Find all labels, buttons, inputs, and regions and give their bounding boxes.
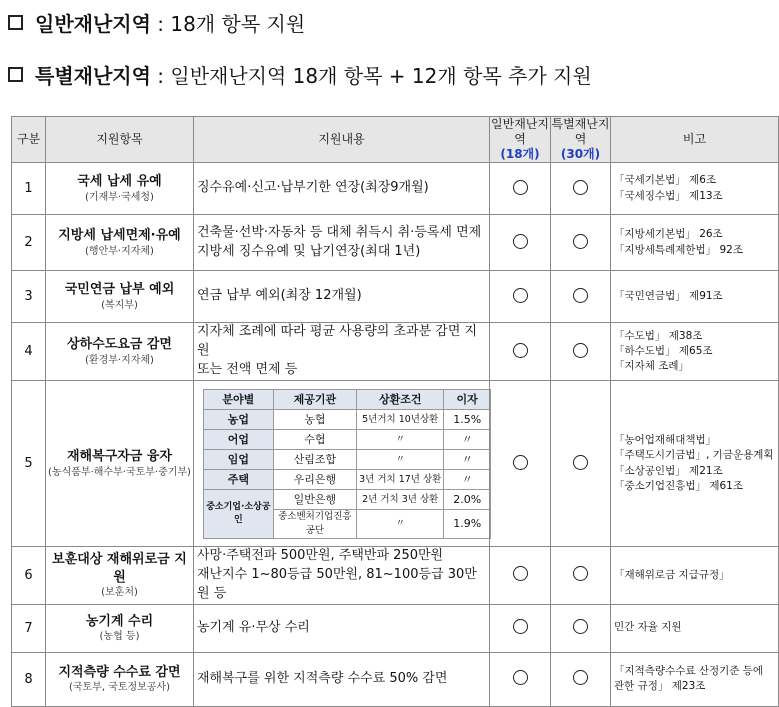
legal-note-line: 「지방세기본법」 26조: [614, 228, 723, 241]
special-area-support: [551, 215, 611, 271]
row-number: 6: [12, 547, 46, 605]
legal-note-line: 「국세징수법」 제13조: [614, 189, 723, 202]
support-content: [194, 163, 490, 215]
legal-note: [611, 271, 779, 323]
special-area-support: [551, 547, 611, 605]
loan-org: 수협: [273, 430, 356, 450]
table-row: [12, 215, 779, 271]
heading-special-area: [8, 60, 592, 89]
heading-description: : 일반재난지역 18개 항목 + 12개 항목 추가 지원: [150, 64, 592, 88]
loan-row: [204, 470, 491, 490]
general-area-support: [490, 323, 551, 381]
support-item: [46, 652, 194, 706]
loan-org: 우리은행: [273, 470, 356, 490]
legal-note-line: 「하수도법」 제65조: [614, 344, 713, 357]
header-no: 구분: [12, 117, 46, 163]
header-special-label: 특별재난지역: [551, 117, 610, 146]
circle-icon: [573, 288, 588, 303]
header-special-count: (30개): [560, 147, 601, 161]
legal-note-line: 관한 규정」 제23조: [614, 680, 706, 693]
legal-note: [611, 215, 779, 271]
circle-icon: [513, 288, 528, 303]
support-content-line: 사망·주택전파 500만원, 주택반파 250만원: [197, 548, 444, 563]
row-number: 3: [12, 271, 46, 323]
loan-header-cell: 이자: [444, 390, 491, 410]
loan-field: 임업: [204, 450, 274, 470]
table-row: [12, 271, 779, 323]
support-content: [194, 215, 490, 271]
legal-note: [611, 547, 779, 605]
circle-icon: [513, 455, 528, 470]
legal-note-line: 「지자체 조례」: [614, 360, 690, 373]
circle-icon: [573, 619, 588, 634]
legal-note-line: 「국민연금법」 제91조: [614, 289, 723, 302]
general-area-support: [490, 215, 551, 271]
general-area-support: [490, 652, 551, 706]
legal-note-line: 「소상공인법」 제21조: [614, 464, 723, 477]
legal-note-line: 「농어업재해대책법」: [614, 434, 717, 447]
loan-terms: 5년거치 10년상환: [357, 410, 444, 430]
loan-rate: 〃: [444, 430, 491, 450]
circle-icon: [513, 619, 528, 634]
loan-rate: 1.5%: [444, 410, 491, 430]
special-area-support: [551, 604, 611, 652]
loan-subtable: [203, 389, 491, 539]
checkbox-square-icon: [8, 67, 23, 82]
table-row: [12, 547, 779, 605]
checkbox-square-icon: [8, 15, 23, 30]
loan-terms: 〃: [357, 430, 444, 450]
header-note: 비고: [611, 117, 779, 163]
support-item: [46, 547, 194, 605]
support-content-line: 또는 전액 면제 등: [197, 361, 298, 377]
circle-icon: [573, 455, 588, 470]
row-number: 2: [12, 215, 46, 271]
circle-icon: [573, 180, 588, 195]
support-item-title: 지적측량 수수료 감면: [58, 664, 181, 680]
header-special: [551, 117, 611, 163]
circle-icon: [573, 566, 588, 581]
circle-icon: [513, 180, 528, 195]
legal-note: [611, 381, 779, 547]
general-area-support: [490, 604, 551, 652]
legal-note-line: 「지방세특례제한법」 92조: [614, 243, 743, 256]
support-item-title: 상하수도요금 감면: [67, 337, 172, 353]
special-area-support: [551, 381, 611, 547]
support-item-title: 지방세 납세면제·유예: [58, 228, 181, 244]
circle-icon: [513, 234, 528, 249]
loan-header-cell: 제공기관: [273, 390, 356, 410]
loan-header-row: [204, 390, 491, 410]
loan-row: [204, 410, 491, 430]
heading-title: 일반재난지역: [35, 12, 151, 36]
support-item: [46, 604, 194, 652]
legal-note: [611, 163, 779, 215]
support-item-title: 보훈대상 재해위로금 지원: [52, 552, 187, 585]
loan-field: 농업: [204, 410, 274, 430]
loan-terms: 2년 거치 3년 상환: [357, 490, 444, 510]
loan-org: 농협: [273, 410, 356, 430]
support-content: [194, 652, 490, 706]
support-item-title: 국민연금 납부 예외: [64, 282, 175, 298]
heading-title: 특별재난지역: [35, 64, 151, 88]
loan-field: 어업: [204, 430, 274, 450]
legal-note-line: 「국세기본법」 제6조: [614, 174, 717, 187]
loan-rate: 〃: [444, 450, 491, 470]
table-header-row: [12, 117, 779, 163]
loan-row: [204, 430, 491, 450]
support-item-agency: (행안부·지자체): [85, 245, 154, 257]
general-area-support: [490, 547, 551, 605]
loan-header-cell: 분야별: [204, 390, 274, 410]
support-content: [194, 323, 490, 381]
support-item: [46, 323, 194, 381]
support-content-line: 연금 납부 예외(최장 12개월): [197, 288, 362, 304]
loan-field: 주택: [204, 470, 274, 490]
circle-icon: [513, 670, 528, 685]
header-general-label: 일반재난지역: [491, 117, 549, 146]
loan-terms: 〃: [357, 450, 444, 470]
legal-note-line: 「수도법」 제38조: [614, 329, 703, 342]
loan-header-cell: 상환조건: [357, 390, 444, 410]
legal-note-line: 「재해위로금 지급규정」: [614, 568, 730, 581]
loan-row: [204, 450, 491, 470]
support-item-title: 재해복구자금 융자: [67, 449, 172, 465]
support-item-title: 국세 납세 유예: [77, 174, 162, 190]
support-content-line: 재난지수 1~80등급 50만원, 81~100등급 30만원 등: [197, 566, 477, 601]
header-content: 지원내용: [194, 117, 490, 163]
support-item: [46, 163, 194, 215]
special-area-support: [551, 323, 611, 381]
special-area-support: [551, 271, 611, 323]
circle-icon: [573, 670, 588, 685]
table-row: [12, 163, 779, 215]
legal-note: [611, 604, 779, 652]
header-general-count: (18개): [500, 147, 540, 161]
loan-rate: 2.0%: [444, 490, 491, 510]
general-area-support: [490, 271, 551, 323]
support-content: [194, 547, 490, 605]
support-content: [194, 381, 490, 547]
table-row: [12, 652, 779, 706]
row-number: 7: [12, 604, 46, 652]
support-item: [46, 271, 194, 323]
row-number: 8: [12, 652, 46, 706]
support-content-line: 농기계 유·무상 수리: [197, 619, 310, 635]
support-item-agency: (환경부·지자체): [85, 354, 154, 366]
table-row: [12, 604, 779, 652]
support-item-agency: (복지부): [101, 299, 138, 311]
loan-row: [204, 490, 491, 510]
legal-note-line: 민간 자율 지원: [614, 621, 682, 634]
loan-org: 중소벤처기업진흥공단: [273, 510, 356, 539]
support-item-agency: (보훈처): [101, 587, 138, 599]
legal-note-line: 「주택도시기금법」, 기금운용계획: [614, 449, 774, 462]
loan-field: 중소기업·소상공인: [204, 490, 274, 539]
legal-note: [611, 323, 779, 381]
loan-org: 산림조합: [273, 450, 356, 470]
loan-rate: 1.9%: [444, 510, 491, 539]
support-item-agency: (국토부, 국토정보공사): [68, 682, 171, 694]
support-item: [46, 381, 194, 547]
support-table: [11, 116, 779, 707]
support-content-line: 건축물·선박·자동차 등 대체 취득시 취·등록세 면제: [197, 224, 482, 240]
special-area-support: [551, 652, 611, 706]
circle-icon: [573, 343, 588, 358]
support-content: [194, 271, 490, 323]
loan-terms: 3년 거치 17년 상환: [357, 470, 444, 490]
support-content-line: 재해복구를 위한 지적측량 수수료 50% 감면: [197, 670, 448, 686]
circle-icon: [513, 566, 528, 581]
support-item-title: 농기계 수리: [85, 613, 154, 629]
support-content: [194, 604, 490, 652]
circle-icon: [573, 234, 588, 249]
special-area-support: [551, 163, 611, 215]
loan-rate: 〃: [444, 470, 491, 490]
support-item: [46, 215, 194, 271]
circle-icon: [513, 343, 528, 358]
row-number: 5: [12, 381, 46, 547]
table-row: [12, 381, 779, 547]
table-row: [12, 323, 779, 381]
loan-terms: 〃: [357, 510, 444, 539]
support-content-line: 지자체 조례에 따라 평균 사용량의 초과분 감면 지원: [197, 324, 478, 359]
header-item: 지원항목: [46, 117, 194, 163]
row-number: 1: [12, 163, 46, 215]
legal-note-line: 「중소기업진흥법」 제61조: [614, 479, 743, 492]
row-number: 4: [12, 323, 46, 381]
header-general: [490, 117, 551, 163]
support-item-agency: (기재부·국세청): [85, 191, 154, 203]
general-area-support: [490, 163, 551, 215]
general-area-support: [490, 381, 551, 547]
loan-org: 일반은행: [273, 490, 356, 510]
support-item-agency: (농식품부·해수부·국토부·중기부): [48, 466, 191, 478]
legal-note-line: 「지적측량수수료 산정기준 등에: [614, 664, 764, 677]
heading-description: : 18개 항목 지원: [150, 12, 306, 36]
legal-note: [611, 652, 779, 706]
support-content-line: 지방세 징수유예 및 납기연장(최대 1년): [197, 243, 421, 259]
heading-general-area: [8, 8, 305, 37]
support-content-line: 징수유예·신고·납부기한 연장(최장9개월): [197, 180, 429, 196]
support-item-agency: (농협 등): [99, 631, 140, 643]
